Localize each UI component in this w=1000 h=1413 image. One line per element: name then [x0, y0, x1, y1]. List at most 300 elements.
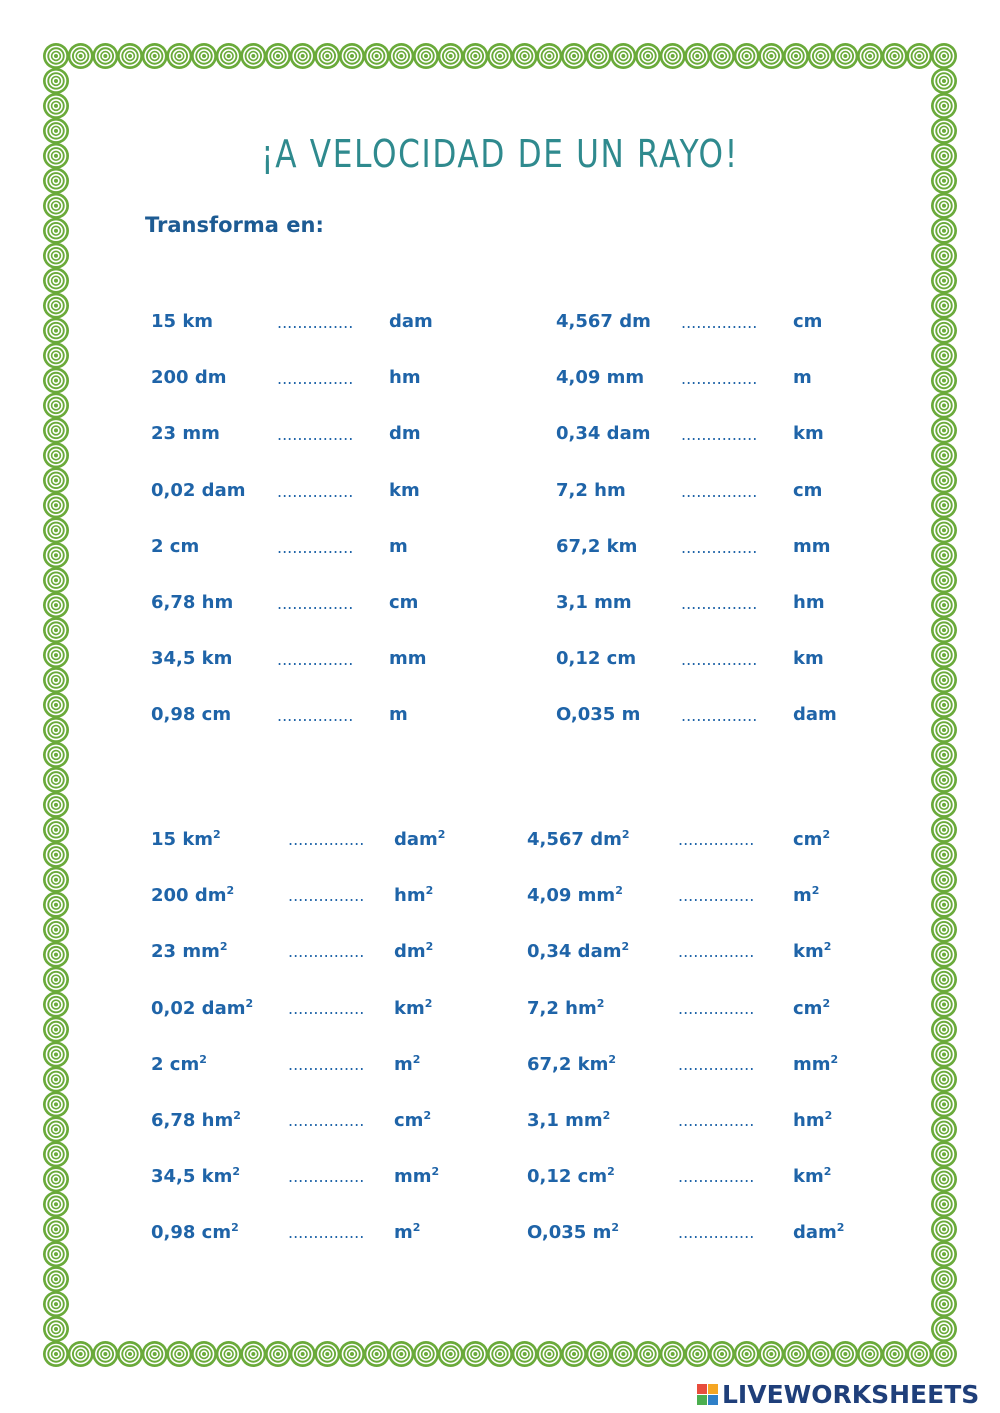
target-unit-text: mm — [793, 535, 831, 557]
target-unit-text: cm — [394, 1110, 424, 1131]
answer-blank[interactable] — [277, 425, 353, 444]
given-quantity-text: 7,2 hm — [527, 997, 597, 1019]
answer-blank-text: ............... — [678, 1223, 755, 1243]
border-ornament — [43, 218, 69, 244]
answer-blank[interactable] — [288, 886, 364, 905]
border-ornament — [931, 592, 957, 618]
given-quantity — [527, 940, 629, 962]
target-unit-text: cm — [793, 311, 823, 332]
border-ornament — [388, 43, 414, 69]
border-ornament — [216, 43, 242, 69]
exponent: 2 — [621, 828, 630, 841]
border-ornament — [931, 642, 957, 668]
answer-blank-text: ............... — [277, 369, 354, 389]
border-ornament — [43, 1141, 69, 1167]
liveworksheets-logo — [697, 1378, 997, 1410]
target-unit — [389, 536, 408, 557]
answer-blank[interactable] — [681, 538, 757, 557]
answer-blank-text: ............... — [681, 537, 758, 557]
border-ornament — [931, 1191, 957, 1217]
exponent: 2 — [233, 1109, 241, 1122]
given-quantity — [527, 1053, 616, 1075]
border-ornament — [43, 692, 69, 718]
border-ornament — [290, 43, 316, 69]
border-ornament — [43, 567, 69, 593]
target-unit — [793, 480, 822, 501]
border-ornament — [832, 1341, 858, 1367]
given-quantity-text: 15 km — [151, 829, 214, 850]
given-quantity — [527, 828, 630, 850]
answer-blank[interactable] — [277, 482, 353, 501]
target-unit-text: km — [793, 941, 824, 963]
answer-blank[interactable] — [681, 313, 757, 332]
given-quantity — [527, 1109, 610, 1131]
answer-blank-text: ............... — [681, 650, 758, 670]
border-ornament — [43, 392, 69, 418]
border-ornament — [783, 43, 809, 69]
border-ornament — [931, 892, 957, 918]
border-ornament — [709, 43, 735, 69]
border-ornament — [931, 318, 957, 344]
target-unit — [793, 423, 824, 444]
given-quantity-text: 3,1 mm — [556, 592, 632, 613]
given-quantity — [151, 704, 231, 725]
target-unit-text: hm — [394, 885, 426, 907]
border-ornament — [43, 293, 69, 319]
target-unit — [389, 311, 433, 332]
target-unit-text: cm — [793, 997, 823, 1019]
target-unit — [394, 1109, 431, 1131]
border-ornament — [758, 1341, 784, 1367]
border-ornament — [660, 1341, 686, 1367]
border-ornament — [339, 1341, 365, 1367]
border-ornament — [43, 917, 69, 943]
answer-blank[interactable] — [288, 830, 364, 849]
target-unit-text: km — [793, 1166, 824, 1188]
border-ornament — [610, 43, 636, 69]
answer-blank[interactable] — [678, 1167, 754, 1186]
given-quantity — [151, 828, 221, 850]
answer-blank[interactable] — [678, 1055, 754, 1074]
given-quantity-text: 6,78 hm — [151, 1110, 234, 1131]
border-ornament — [43, 467, 69, 493]
exponent: 2 — [423, 1109, 432, 1122]
border-ornament — [265, 43, 291, 69]
border-ornament — [931, 243, 957, 269]
border-ornament — [512, 1341, 538, 1367]
border-ornament — [142, 43, 168, 69]
border-ornament — [43, 143, 69, 169]
border-ornament — [758, 43, 784, 69]
border-ornament — [931, 293, 957, 319]
target-unit — [793, 940, 831, 962]
logo-text: LIVEWORKSHEETS — [722, 1379, 980, 1409]
answer-blank[interactable] — [288, 1223, 364, 1242]
target-unit-text: km — [389, 479, 420, 501]
border-ornament — [43, 168, 69, 194]
border-ornament — [931, 193, 957, 219]
exponent: 2 — [231, 1221, 239, 1235]
given-quantity-text: O,035 m — [527, 1222, 612, 1244]
exponent: 2 — [823, 940, 832, 954]
given-quantity — [151, 648, 232, 669]
border-ornament — [931, 343, 957, 369]
answer-blank-text: ............... — [277, 313, 354, 332]
border-ornament — [931, 517, 957, 543]
page-title: ¡A VELOCIDAD DE UN RAYO! — [261, 132, 739, 176]
border-ornament — [117, 43, 143, 69]
border-ornament — [931, 168, 957, 194]
exponent: 2 — [199, 1052, 207, 1066]
border-ornament — [413, 1341, 439, 1367]
border-ornament — [931, 1216, 957, 1242]
answer-blank-text: ............... — [678, 1054, 755, 1074]
border-ornament — [808, 43, 834, 69]
answer-blank[interactable] — [288, 1167, 364, 1186]
target-unit-text: m — [389, 535, 408, 557]
border-ornament — [931, 1266, 957, 1292]
border-ornament — [43, 592, 69, 618]
border-ornament — [462, 1341, 488, 1367]
border-ornament — [43, 343, 69, 369]
border-ornament — [931, 1141, 957, 1167]
answer-blank-text: ............... — [288, 942, 365, 962]
exponent: 2 — [424, 996, 433, 1010]
answer-blank[interactable] — [681, 425, 757, 444]
target-unit — [389, 648, 427, 669]
target-unit — [394, 1221, 420, 1243]
answer-blank[interactable] — [678, 1111, 754, 1130]
answer-blank[interactable] — [678, 830, 754, 849]
given-quantity — [151, 480, 245, 501]
answer-blank-text: ............... — [288, 998, 365, 1018]
border-ornament — [561, 43, 587, 69]
border-ornament — [487, 1341, 513, 1367]
border-ornament — [931, 867, 957, 893]
border-ornament — [931, 792, 957, 818]
given-quantity — [556, 423, 650, 444]
border-ornament — [931, 268, 957, 294]
target-unit — [793, 367, 812, 388]
answer-blank-text: ............... — [288, 1111, 365, 1130]
target-unit — [389, 367, 421, 388]
instructions-label: Transforma en: — [145, 213, 324, 237]
given-quantity-text: 0,02 dam — [151, 997, 246, 1019]
target-unit-text: dam — [394, 829, 438, 850]
target-unit — [394, 997, 432, 1019]
border-ornament — [43, 1116, 69, 1142]
border-ornament — [931, 542, 957, 568]
target-unit — [394, 1053, 420, 1075]
target-unit — [793, 704, 837, 725]
border-ornament — [339, 43, 365, 69]
target-unit — [793, 1053, 838, 1075]
border-ornament — [117, 1341, 143, 1367]
border-ornament — [68, 43, 94, 69]
target-unit-text: dam — [793, 1222, 837, 1244]
answer-blank[interactable] — [681, 482, 757, 501]
exponent: 2 — [824, 1109, 833, 1122]
exponent: 2 — [596, 996, 605, 1010]
border-ornament — [43, 1341, 69, 1367]
border-ornament — [43, 842, 69, 868]
given-quantity — [151, 997, 253, 1019]
border-ornament — [931, 1341, 957, 1367]
given-quantity-text: 23 mm — [151, 941, 220, 963]
given-quantity-text: 67,2 km — [527, 1053, 609, 1075]
target-unit-text: hm — [793, 1110, 825, 1131]
target-unit — [793, 592, 825, 613]
given-quantity-text: 0,98 cm — [151, 1222, 232, 1244]
answer-blank[interactable] — [678, 1223, 754, 1242]
target-unit — [793, 536, 831, 557]
border-ornament — [931, 143, 957, 169]
border-ornament — [68, 1341, 94, 1367]
border-ornament — [43, 43, 69, 69]
given-quantity — [151, 311, 213, 332]
given-quantity — [556, 592, 632, 613]
given-quantity-text: 0,98 cm — [151, 704, 232, 726]
answer-blank-text: ............... — [681, 425, 758, 445]
given-quantity-text: 7,2 hm — [556, 479, 626, 501]
border-ornament — [43, 1266, 69, 1292]
border-ornament — [783, 1341, 809, 1367]
answer-blank-text: ............... — [678, 942, 755, 962]
border-ornament — [191, 1341, 217, 1367]
target-unit-text: m — [793, 367, 812, 389]
exponent: 2 — [822, 996, 831, 1010]
border-ornament — [931, 1116, 957, 1142]
answer-blank[interactable] — [277, 538, 353, 557]
answer-blank-text: ............... — [288, 886, 365, 906]
border-ornament — [857, 43, 883, 69]
border-ornament — [931, 942, 957, 968]
given-quantity-text: 0,34 dam — [527, 941, 622, 963]
border-ornament — [931, 218, 957, 244]
target-unit-text: dam — [389, 311, 433, 332]
border-ornament — [43, 93, 69, 119]
border-ornament — [43, 1091, 69, 1117]
answer-blank[interactable] — [681, 594, 757, 613]
border-ornament — [931, 667, 957, 693]
exponent: 2 — [245, 996, 254, 1010]
given-quantity-text: 4,567 dm — [556, 311, 651, 332]
given-quantity-text: 0,02 dam — [151, 479, 246, 501]
border-ornament — [43, 442, 69, 468]
exponent: 2 — [611, 1221, 619, 1235]
border-ornament — [931, 1017, 957, 1043]
target-unit-text: m — [394, 1053, 413, 1075]
border-ornament — [931, 917, 957, 943]
answer-blank-text: ............... — [288, 1054, 365, 1074]
border-ornament — [931, 1241, 957, 1267]
target-unit — [793, 1221, 844, 1243]
border-ornament — [931, 767, 957, 793]
target-unit — [394, 940, 433, 962]
given-quantity-text: 67,2 km — [556, 535, 638, 557]
border-ornament — [364, 43, 390, 69]
border-ornament — [43, 417, 69, 443]
border-ornament — [684, 1341, 710, 1367]
border-ornament — [931, 742, 957, 768]
border-ornament — [684, 43, 710, 69]
answer-blank[interactable] — [277, 594, 353, 613]
border-ornament — [43, 1017, 69, 1043]
border-ornament — [43, 368, 69, 394]
border-ornament — [931, 392, 957, 418]
border-ornament — [931, 992, 957, 1018]
target-unit — [793, 828, 830, 850]
target-unit — [793, 1165, 831, 1187]
border-ornament — [43, 667, 69, 693]
target-unit-text: cm — [389, 592, 419, 613]
border-ornament — [931, 617, 957, 643]
given-quantity — [151, 1221, 239, 1243]
given-quantity — [151, 940, 227, 962]
border-ornament — [931, 442, 957, 468]
border-ornament — [166, 1341, 192, 1367]
border-ornament — [43, 617, 69, 643]
answer-blank[interactable] — [288, 999, 364, 1018]
answer-blank[interactable] — [288, 1055, 364, 1074]
border-ornament — [43, 1191, 69, 1217]
target-unit-text: km — [793, 423, 824, 445]
border-ornament — [314, 1341, 340, 1367]
answer-blank[interactable] — [277, 650, 353, 669]
border-ornament — [931, 68, 957, 94]
given-quantity-text: 34,5 km — [151, 648, 233, 670]
exponent: 2 — [822, 828, 831, 841]
border-ornament — [43, 717, 69, 743]
answer-blank[interactable] — [681, 706, 757, 725]
border-ornament — [191, 43, 217, 69]
border-ornament — [43, 1316, 69, 1342]
border-ornament — [43, 318, 69, 344]
border-ornament — [931, 492, 957, 518]
given-quantity-text: 0,34 dam — [556, 423, 651, 445]
exponent: 2 — [836, 1221, 845, 1235]
border-ornament — [931, 1316, 957, 1342]
border-ornament — [43, 1166, 69, 1192]
answer-blank[interactable] — [681, 650, 757, 669]
border-ornament — [931, 817, 957, 843]
target-unit — [394, 884, 433, 906]
border-ornament — [931, 1066, 957, 1092]
target-unit-text: hm — [793, 592, 825, 613]
exponent: 2 — [219, 940, 228, 954]
answer-blank[interactable] — [288, 942, 364, 961]
given-quantity-text: 3,1 mm — [527, 1110, 603, 1131]
given-quantity — [527, 997, 604, 1019]
given-quantity-text: 2 cm — [151, 535, 200, 557]
answer-blank-text: ............... — [681, 313, 758, 332]
border-ornament — [142, 1341, 168, 1367]
answer-blank[interactable] — [681, 369, 757, 388]
given-quantity — [151, 367, 226, 388]
answer-blank[interactable] — [678, 942, 754, 961]
target-unit — [793, 884, 819, 906]
target-unit-text: dm — [394, 941, 426, 963]
border-ornament — [734, 43, 760, 69]
answer-blank-text: ............... — [277, 537, 354, 557]
border-ornament — [931, 417, 957, 443]
border-ornament — [635, 43, 661, 69]
border-ornament — [931, 118, 957, 144]
given-quantity-text: 23 mm — [151, 423, 220, 445]
border-ornament — [43, 517, 69, 543]
border-ornament — [734, 1341, 760, 1367]
exponent: 2 — [437, 828, 446, 841]
border-ornament — [314, 43, 340, 69]
border-ornament — [931, 567, 957, 593]
border-ornament — [43, 542, 69, 568]
border-ornament — [487, 43, 513, 69]
given-quantity-text: 2 cm — [151, 1053, 200, 1075]
border-ornament — [43, 1216, 69, 1242]
exponent: 2 — [621, 940, 630, 954]
exponent: 2 — [615, 884, 623, 898]
given-quantity-text: 200 dm — [151, 885, 227, 907]
target-unit-text: km — [394, 997, 425, 1019]
border-ornament — [882, 1341, 908, 1367]
answer-blank-text: ............... — [681, 594, 758, 613]
target-unit-text: cm — [793, 479, 823, 501]
border-ornament — [808, 1341, 834, 1367]
given-quantity — [151, 536, 199, 557]
border-ornament — [43, 193, 69, 219]
given-quantity-text: 15 km — [151, 311, 214, 332]
border-ornament — [43, 1066, 69, 1092]
answer-blank[interactable] — [678, 999, 754, 1018]
target-unit — [394, 1165, 439, 1187]
border-ornament — [364, 1341, 390, 1367]
given-quantity — [151, 1109, 241, 1131]
answer-blank-text: ............... — [681, 706, 758, 726]
border-ornament — [931, 43, 957, 69]
answer-blank[interactable] — [277, 706, 353, 725]
answer-blank[interactable] — [277, 369, 353, 388]
exponent: 2 — [412, 1052, 421, 1066]
border-ornament — [43, 942, 69, 968]
border-ornament — [931, 1166, 957, 1192]
border-ornament — [931, 1291, 957, 1317]
border-ornament — [413, 43, 439, 69]
border-ornament — [512, 43, 538, 69]
answer-blank-text: ............... — [277, 706, 354, 726]
border-ornament — [166, 43, 192, 69]
given-quantity — [556, 648, 636, 669]
border-ornament — [882, 43, 908, 69]
given-quantity-text: 4,567 dm — [527, 829, 622, 850]
exponent: 2 — [232, 1165, 241, 1179]
given-quantity — [556, 536, 637, 557]
given-quantity-text: 0,12 cm — [556, 648, 637, 670]
border-ornament — [931, 467, 957, 493]
border-ornament — [290, 1341, 316, 1367]
answer-blank[interactable] — [277, 313, 353, 332]
target-unit-text: mm — [389, 648, 427, 670]
target-unit — [793, 997, 830, 1019]
border-ornament — [92, 43, 118, 69]
answer-blank[interactable] — [678, 886, 754, 905]
target-unit-text: m — [394, 1222, 413, 1244]
target-unit-text: mm — [793, 1053, 831, 1075]
given-quantity — [556, 704, 640, 725]
border-ornament — [43, 118, 69, 144]
border-ornament — [240, 1341, 266, 1367]
answer-blank[interactable] — [288, 1111, 364, 1130]
target-unit — [389, 704, 408, 725]
